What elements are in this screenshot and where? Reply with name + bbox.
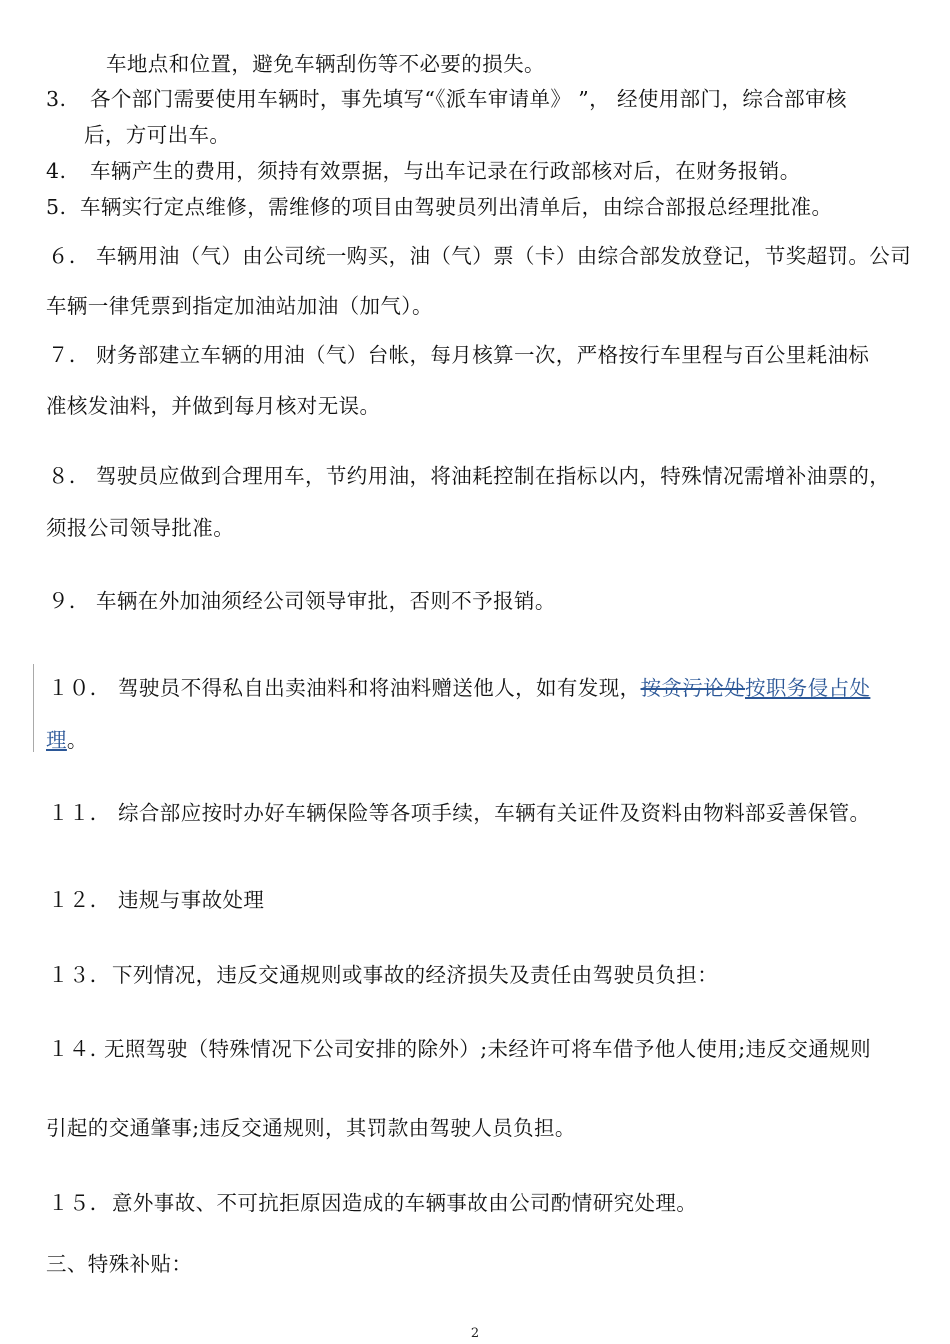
item-number: ７． — [48, 343, 90, 367]
paragraph-line — [46, 727, 88, 753]
paragraph-text: 。 — [66, 728, 88, 752]
tracked-deletion: 按贪污论处 — [640, 676, 745, 700]
paragraph-line — [48, 1036, 871, 1062]
item-number: ８． — [48, 464, 90, 488]
paragraph-text: 须报公司领导批准。 — [46, 516, 235, 540]
paragraph-line — [46, 293, 433, 319]
paragraph-text: 后，方可出车。 — [84, 123, 231, 147]
tracked-insertion: 按职务侵占处 — [745, 676, 871, 700]
item-number: １３． — [48, 963, 111, 987]
item-number: １０． — [48, 676, 111, 700]
paragraph-text: 引起的交通肇事;违反交通规则，其罚款由驾驶人员负担。 — [46, 1116, 576, 1140]
paragraph-text: 车辆用油（气）由公司统一购买，油（气）票（卡）由综合部发放登记，节奖超罚。公司 — [96, 244, 912, 268]
item-number: 5. — [46, 195, 67, 219]
revision-change-bar — [33, 664, 34, 752]
paragraph-line — [46, 515, 234, 541]
paragraph-text: 无照驾驶（特殊情况下公司安排的除外）;未经许可将车借予他人使用;违反交通规则 — [104, 1037, 872, 1061]
paragraph-line — [106, 51, 545, 77]
section-heading-text: 三、特殊补贴： — [46, 1252, 193, 1276]
page-number: 2 — [470, 1326, 480, 1341]
tracked-insertion: 理 — [46, 728, 67, 752]
paragraph-line — [46, 86, 847, 112]
section-heading — [46, 1251, 192, 1277]
paragraph-line — [46, 393, 380, 419]
paragraph-line — [48, 463, 890, 489]
paragraph-text: 下列情况，违反交通规则或事故的经济损失及责任由驾驶员负担： — [112, 963, 719, 987]
paragraph-line — [48, 675, 870, 701]
paragraph-text: 车辆产生的费用，须持有效票据，与出车记录在行政部核对后，在财务报销。 — [90, 159, 801, 183]
paragraph-text: 意外事故、不可抗拒原因造成的车辆事故由公司酌情研究处理。 — [112, 1191, 698, 1215]
item-number: ９． — [48, 589, 90, 613]
paragraph-line — [48, 800, 870, 826]
paragraph-line — [48, 962, 718, 988]
item-number: １１． — [48, 801, 111, 825]
paragraph-line — [46, 1115, 576, 1141]
item-number: １５． — [48, 1191, 111, 1215]
paragraph-line — [48, 243, 911, 269]
paragraph-line — [48, 342, 869, 368]
item-number: 4. — [46, 159, 67, 183]
paragraph-text: 驾驶员不得私自出卖油料和将油料赠送他人，如有发现， — [118, 676, 641, 700]
paragraph-text: 综合部应按时办好车辆保险等各项手续，车辆有关证件及资料由物料部妥善保管。 — [118, 801, 871, 825]
paragraph-text: 各个部门需要使用车辆时，事先填写“《派车审请单》 ”， 经使用部门，综合部审核 — [90, 87, 847, 111]
paragraph-line — [84, 122, 230, 148]
item-number: ６． — [48, 244, 90, 268]
item-number: 3. — [46, 87, 67, 111]
item-number: １４． — [48, 1037, 111, 1061]
paragraph-text: 违规与事故处理 — [118, 888, 265, 912]
item-number: １２． — [48, 888, 111, 912]
paragraph-line — [48, 1190, 697, 1216]
paragraph-line — [48, 588, 556, 614]
paragraph-text: 财务部建立车辆的用油（气）台帐，每月核算一次，严格按行车里程与百公里耗油标 — [96, 343, 870, 367]
paragraph-line — [48, 887, 264, 913]
paragraph-text: 车地点和位置，避免车辆刮伤等不必要的损失。 — [106, 52, 545, 76]
paragraph-text: 驾驶员应做到合理用车，节约用油，将油耗控制在指标以内，特殊情况需增补油票的， — [96, 464, 891, 488]
paragraph-text: 准核发油料，并做到每月核对无误。 — [46, 394, 381, 418]
paragraph-line — [46, 194, 832, 220]
paragraph-line — [46, 158, 801, 184]
paragraph-text: 车辆一律凭票到指定加油站加油（加气）。 — [46, 294, 433, 318]
paragraph-text: 车辆实行定点维修，需维修的项目由驾驶员列出清单后，由综合部报总经理批准。 — [80, 195, 833, 219]
paragraph-text: 车辆在外加油须经公司领导审批，否则不予报销。 — [96, 589, 556, 613]
